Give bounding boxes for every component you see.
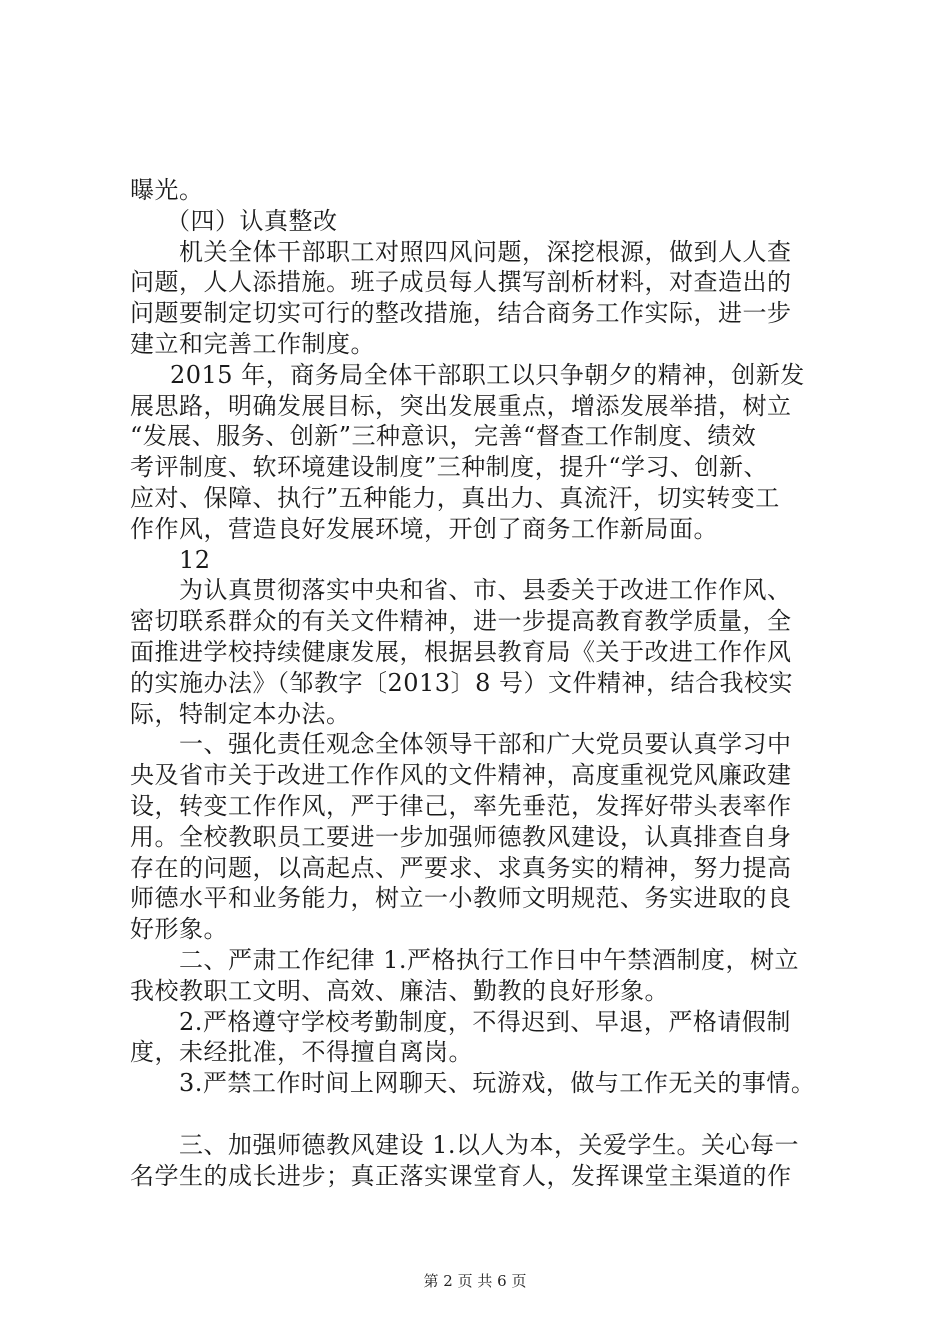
text-line: 师德水平和业务能力，树立一小教师文明规范、务实进取的良 bbox=[130, 884, 792, 913]
paragraph-start: 2.严格遵守学校考勤制度，不得迟到、早退，严格请假制 bbox=[179, 1007, 791, 1036]
text-line: 问题要制定切实可行的整改措施，结合商务工作实际，进一步 bbox=[130, 299, 792, 328]
text-line: 度，未经批准，不得擅自离岗。 bbox=[130, 1038, 473, 1067]
paragraph-start: 二、严肃工作纪律 1.严格执行工作日中午禁酒制度，树立 bbox=[179, 945, 800, 974]
text-line: 的实施办法》（邹教字〔2013〕8 号）文件精神，结合我校实 bbox=[130, 668, 793, 697]
section-number: 12 bbox=[179, 545, 211, 574]
text-line: “发展、服务、创新”三种意识，完善“督查工作制度、绩效 bbox=[130, 422, 757, 451]
text-line: 名学生的成长进步；真正落实课堂育人，发挥课堂主渠道的作 bbox=[130, 1161, 792, 1190]
text-line: 应对、保障、执行”五种能力，真出力、真流汗，切实转变工 bbox=[130, 483, 780, 512]
text-line: 际，特制定本办法。 bbox=[130, 699, 351, 728]
text-line: 曝光。 bbox=[130, 176, 204, 204]
paragraph-start: 机关全体干部职工对照四风问题，深挖根源，做到人人查 bbox=[179, 237, 792, 266]
text-line: 考评制度、软环境建设制度”三种制度，提升“学习、创新、 bbox=[130, 453, 769, 482]
text-line: 用。全校教职员工要进一步加强师德教风建设，认真排查自身 bbox=[130, 822, 792, 851]
text-line: 央及省市关于改进工作作风的文件精神，高度重视党风廉政建 bbox=[130, 761, 792, 790]
text-line: 好形象。 bbox=[130, 915, 228, 944]
text-line: 密切联系群众的有关文件精神，进一步提高教育教学质量，全 bbox=[130, 607, 792, 636]
document-body bbox=[130, 175, 840, 1191]
paragraph-start: 2015 年，商务局全体干部职工以只争朝夕的精神，创新发 bbox=[170, 360, 805, 389]
text-line: 建立和完善工作制度。 bbox=[130, 329, 375, 358]
text-line: 面推进学校持续健康发展，根据县教育局《关于改进工作作风 bbox=[130, 637, 792, 666]
text-line: 设，转变工作作风，严于律己，率先垂范，发挥好带头表率作 bbox=[130, 791, 792, 820]
text-line: 存在的问题，以高起点、严要求、求真务实的精神，努力提高 bbox=[130, 853, 792, 882]
paragraph-start: 一、强化责任观念全体领导干部和广大党员要认真学习中 bbox=[179, 730, 792, 759]
text-line: 展思路，明确发展目标，突出发展重点，增添发展举措，树立 bbox=[130, 391, 792, 420]
paragraph-start: 3.严禁工作时间上网聊天、玩游戏，做与工作无关的事情。 bbox=[179, 1069, 816, 1098]
text-line: 问题，人人添措施。班子成员每人撰写剖析材料，对查造出的 bbox=[130, 268, 792, 297]
paragraph-start: 三、加强师德教风建设 1.以人为本，关爱学生。关心每一 bbox=[179, 1130, 800, 1159]
text-line: 作作风，营造良好发展环境，开创了商务工作新局面。 bbox=[130, 514, 718, 543]
section-heading: （四）认真整改 bbox=[166, 206, 338, 235]
blank-line bbox=[130, 1099, 840, 1130]
paragraph-start: 为认真贯彻落实中央和省、市、县委关于改进工作作风、 bbox=[179, 576, 792, 605]
page-footer: 第 2 页 共 6 页 bbox=[423, 1272, 527, 1290]
text-line: 我校教职工文明、高效、廉洁、勤教的良好形象。 bbox=[130, 976, 669, 1005]
